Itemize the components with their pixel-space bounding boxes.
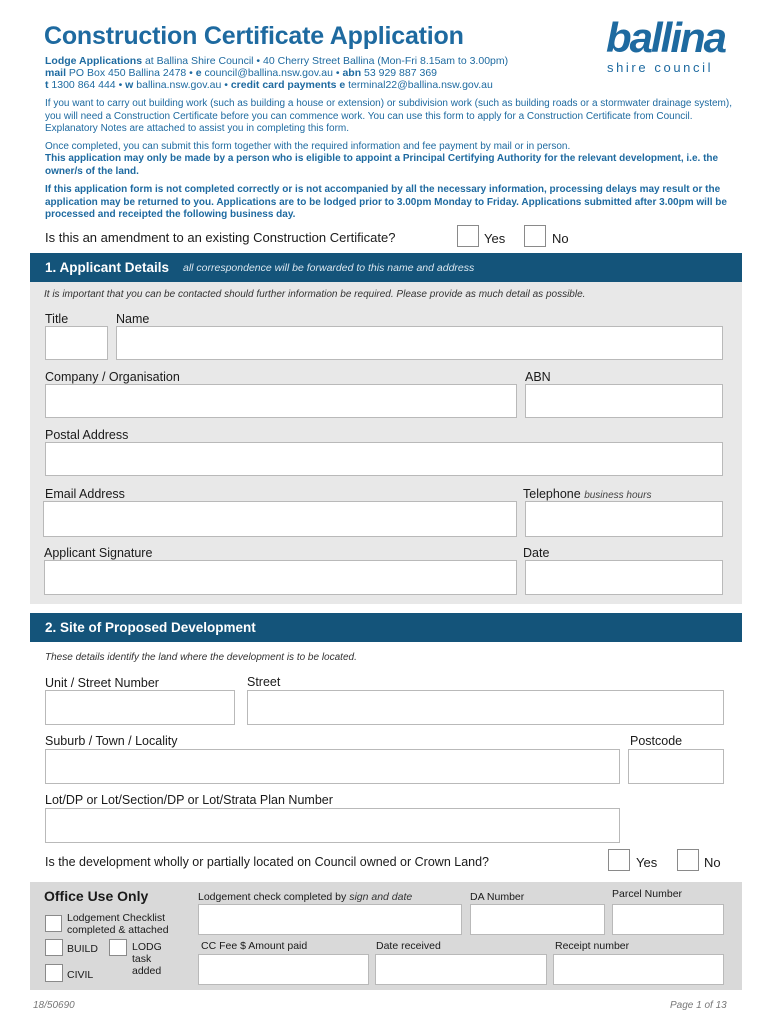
suburb-label: Suburb / Town / Locality — [45, 734, 178, 748]
section-site-header — [30, 613, 742, 642]
amendment-no-label: No — [552, 231, 569, 246]
document-reference: 18/50690 — [33, 1000, 75, 1011]
council-logo: ballina — [606, 14, 726, 61]
telephone-label: Telephone business hours — [523, 487, 652, 501]
cc-fee-input[interactable] — [198, 954, 369, 985]
date-label: Date — [523, 546, 550, 560]
eligibility-paragraph: This application may only be made by a person who is eligible to appoint a Principal Certifying Authority for the relevant development, i.e. the owner/s of the land. — [45, 153, 719, 177]
email-input[interactable] — [43, 501, 517, 537]
lodgement-check-label: Lodgement check completed by sign and date — [198, 891, 413, 903]
section-applicant-panel — [30, 282, 742, 604]
company-input[interactable] — [45, 384, 517, 418]
contact-line-lodge: Lodge Applications at Ballina Shire Council • 40 Cherry Street Ballina (Mon-Fri 8.15am to 3.00pm) — [45, 55, 509, 67]
parcel-number-input[interactable] — [612, 904, 724, 935]
contact-line-phone: t 1300 864 444 • w ballina.nsw.gov.au • credit card payments e terminal22@ballina.nsw.gov.au — [45, 79, 493, 91]
postal-address-label: Postal Address — [45, 428, 129, 442]
name-label: Name — [116, 312, 150, 326]
title-input[interactable] — [45, 326, 108, 360]
crown-land-no-label: No — [704, 855, 721, 870]
lot-dp-input[interactable] — [45, 808, 620, 843]
email-label: Email Address — [45, 487, 125, 501]
lodg-task-label: LODG task added — [132, 941, 162, 977]
crown-land-question: Is the development wholly or partially located on Council owned or Crown Land? — [45, 855, 490, 869]
date-input[interactable] — [525, 560, 723, 595]
amendment-yes-checkbox[interactable] — [457, 225, 479, 247]
cc-fee-label: CC Fee $ Amount paid — [201, 940, 308, 952]
build-label: BUILD — [67, 943, 98, 955]
abn-input[interactable] — [525, 384, 723, 418]
page-title: Construction Certificate Application — [44, 22, 464, 50]
civil-checkbox[interactable] — [45, 964, 63, 982]
date-received-label: Date received — [376, 940, 441, 952]
page-number: Page 1 of 13 — [670, 1000, 727, 1011]
lodgement-warning-paragraph: If this application form is not completed correctly or is not accompanied by all the necessary information, processing delays may result or the application may be returned to you. Applications are to be lodged prior to 3.00pm Monday to Friday. Applications submitted after 3.00pm will be processed and receipted the following business day. — [45, 184, 727, 220]
crown-land-no-checkbox[interactable] — [677, 849, 699, 871]
company-label: Company / Organisation — [45, 370, 180, 384]
submit-paragraph: Once completed, you can submit this form together with the required information and fee payment by mail or in person. — [45, 141, 571, 152]
date-received-input[interactable] — [375, 954, 547, 985]
section-applicant-title: 1. Applicant Details — [45, 260, 170, 275]
da-number-input[interactable] — [470, 904, 605, 935]
section-applicant-note: all correspondence will be forwarded to this name and address — [183, 262, 475, 274]
lodg-task-checkbox[interactable] — [109, 939, 127, 956]
crown-land-yes-checkbox[interactable] — [608, 849, 630, 871]
signature-input[interactable] — [44, 560, 517, 595]
council-logo-subtitle: shire council — [607, 60, 714, 75]
section-site-panel — [30, 642, 742, 882]
lodgement-check-input[interactable] — [198, 904, 462, 935]
postcode-label: Postcode — [630, 734, 683, 748]
suburb-input[interactable] — [45, 749, 620, 784]
applicant-info-text: It is important that you can be contacted should further information be required. Please provide as much detail as possible. — [44, 289, 586, 300]
site-info-text: These details identify the land where the development is to be located. — [45, 652, 357, 663]
street-input[interactable] — [247, 690, 724, 725]
name-input[interactable] — [116, 326, 723, 360]
lot-dp-label: Lot/DP or Lot/Section/DP or Lot/Strata Plan Number — [45, 793, 333, 807]
receipt-number-label: Receipt number — [555, 940, 630, 952]
section-applicant-header — [30, 253, 742, 282]
build-checkbox[interactable] — [45, 939, 63, 956]
unit-street-number-label: Unit / Street Number — [45, 676, 159, 690]
lodgement-checklist-checkbox[interactable] — [45, 915, 62, 932]
parcel-number-label: Parcel Number — [612, 888, 683, 900]
unit-street-number-input[interactable] — [45, 690, 235, 725]
section-site-title: 2. Site of Proposed Development — [45, 620, 256, 635]
postal-address-input[interactable] — [45, 442, 723, 476]
amendment-yes-label: Yes — [484, 231, 506, 246]
signature-label: Applicant Signature — [44, 546, 153, 560]
street-label: Street — [247, 675, 281, 689]
civil-label: CIVIL — [67, 969, 94, 981]
contact-line-mail: mail PO Box 450 Ballina 2478 • e council@ballina.nsw.gov.au • abn 53 929 887 369 — [45, 67, 438, 79]
da-number-label: DA Number — [470, 891, 525, 903]
intro-paragraph: If you want to carry out building work (such as building a house or extension) or subdivision work (such as building roads or a stormwater drainage system), you will need a Construction Certificate before you can commence work. You can use this form to apply for a Construction Certificate from Council. Explanatory Notes are attached to assist you in completing this form. — [45, 98, 732, 134]
postcode-input[interactable] — [628, 749, 724, 784]
telephone-input[interactable] — [525, 501, 723, 537]
office-use-heading: Office Use Only — [44, 888, 149, 904]
office-use-panel — [30, 882, 742, 990]
amendment-no-checkbox[interactable] — [524, 225, 546, 247]
abn-label: ABN — [525, 370, 551, 384]
crown-land-yes-label: Yes — [636, 855, 658, 870]
amendment-question: Is this an amendment to an existing Construction Certificate? — [45, 230, 396, 245]
title-label: Title — [45, 312, 69, 326]
lodgement-checklist-label: Lodgement Checklist completed & attached — [67, 912, 169, 936]
receipt-number-input[interactable] — [553, 954, 724, 985]
